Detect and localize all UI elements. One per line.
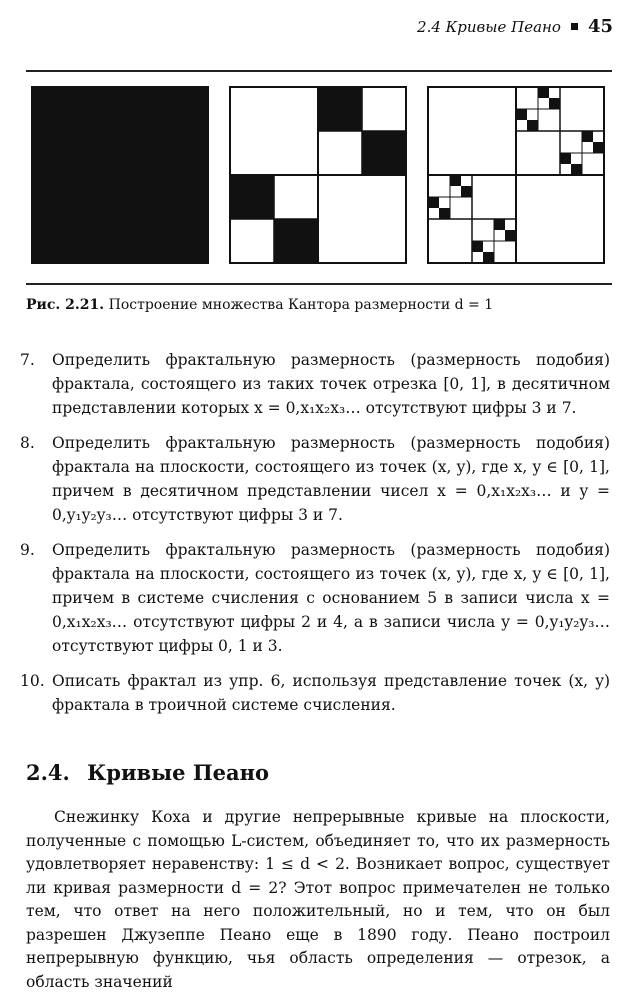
exercise-item (20, 348, 610, 420)
panel-0-square (32, 87, 208, 263)
subsquare-block (582, 131, 593, 142)
section-heading (26, 760, 269, 785)
exercise-text: Описать фрактал из упр. 6, используя представление точек (x, y) фрактала в троичной системе счисления. (52, 672, 610, 714)
exercise-item (20, 431, 610, 527)
subsquare-block (428, 197, 439, 208)
subsquare-block (527, 120, 538, 131)
figure-svg (30, 85, 610, 270)
exercise-text: Определить фрактальную размерность (размерность подобия) фрактала на плоскости, состоящего из точек (x, y), где x, y ∈ [0, 1], причем в системе счисления с основанием 5 в записи числа x = 0,x₁x₂x₃… отсутствуют цифры 2 и 4, а в записи числа y = 0,y₁y₂y₃… отсутствуют цифры 0, 1 и 3. (52, 541, 610, 655)
section-number: 2.4. (26, 760, 70, 785)
bullet-icon (571, 23, 578, 30)
figure-cantor-construction (30, 85, 610, 270)
subsquare-block (439, 208, 450, 219)
exercise-text: Определить фрактальную размерность (размерность подобия) фрактала на плоскости, состоящего из точек (x, y), где x, y ∈ [0, 1], причем в десятичном представлении чисел x = 0,x₁x₂x₃… и y = 0,y₁y₂y₃… отсутствуют цифры 3 и 7. (52, 434, 610, 524)
exercise-number: 7. (20, 351, 35, 369)
caption-text: Построение множества Кантора размерности d = 1 (108, 297, 494, 313)
figure-caption (26, 297, 612, 313)
top-rule (26, 70, 612, 72)
subsquare-block (538, 87, 549, 98)
exercise-item (20, 538, 610, 658)
subsquare-block (505, 230, 516, 241)
body-paragraph: Снежинку Коха и другие непрерывные кривые на плоскости, полученные с помощью L-систем, объединяет то, что их размерность удовлетворяет неравенству: 1 ≤ d < 2. Возникает вопрос, существует ли кривая размерности d = 2? Этот вопрос примечателен не только тем, что ответ на него положительный, но и тем, что он был разрешен Джузеппе Пеано еще в 1890 году. Пеано построил непрерывную функцию, чья область определения — отрезок, а область значений (26, 808, 610, 991)
running-head-section: 2.4 Кривые Пеано (417, 17, 561, 36)
figure-bottom-rule (26, 283, 612, 285)
panel-step-2 (428, 87, 604, 263)
exercise-text: Определить фрактальную размерность (размерность подобия) фрактала, состоящего из таких точек отрезка [0, 1], в десятичном представлении которых x = 0,x₁x₂x₃… отсутствуют цифры 3 и 7. (52, 351, 610, 417)
subsquare-block (516, 109, 527, 120)
running-head (417, 16, 613, 37)
panel-1-block (230, 175, 274, 219)
subsquare-block (549, 98, 560, 109)
section-title: Кривые Пеано (87, 760, 270, 785)
subsquare-block (483, 252, 494, 263)
subsquare-block (560, 153, 571, 164)
panel-1-block (318, 87, 362, 131)
subsquare-block (450, 175, 461, 186)
exercise-number: 9. (20, 541, 35, 559)
panel-1-block (274, 219, 318, 263)
exercise-number: 8. (20, 434, 35, 452)
exercise-item (20, 669, 610, 717)
subsquare-block (461, 186, 472, 197)
subsquare-block (494, 219, 505, 230)
panel-step-1 (230, 87, 406, 263)
caption-label: Рис. 2.21. (26, 297, 105, 313)
page-number: 45 (587, 16, 613, 37)
panel-step-0 (32, 87, 208, 263)
exercise-list (20, 348, 610, 728)
subsquare-block (571, 164, 582, 175)
subsquare-block (593, 142, 604, 153)
panel-1-block (362, 131, 406, 175)
exercise-number: 10. (20, 672, 45, 690)
subsquare-block (472, 241, 483, 252)
